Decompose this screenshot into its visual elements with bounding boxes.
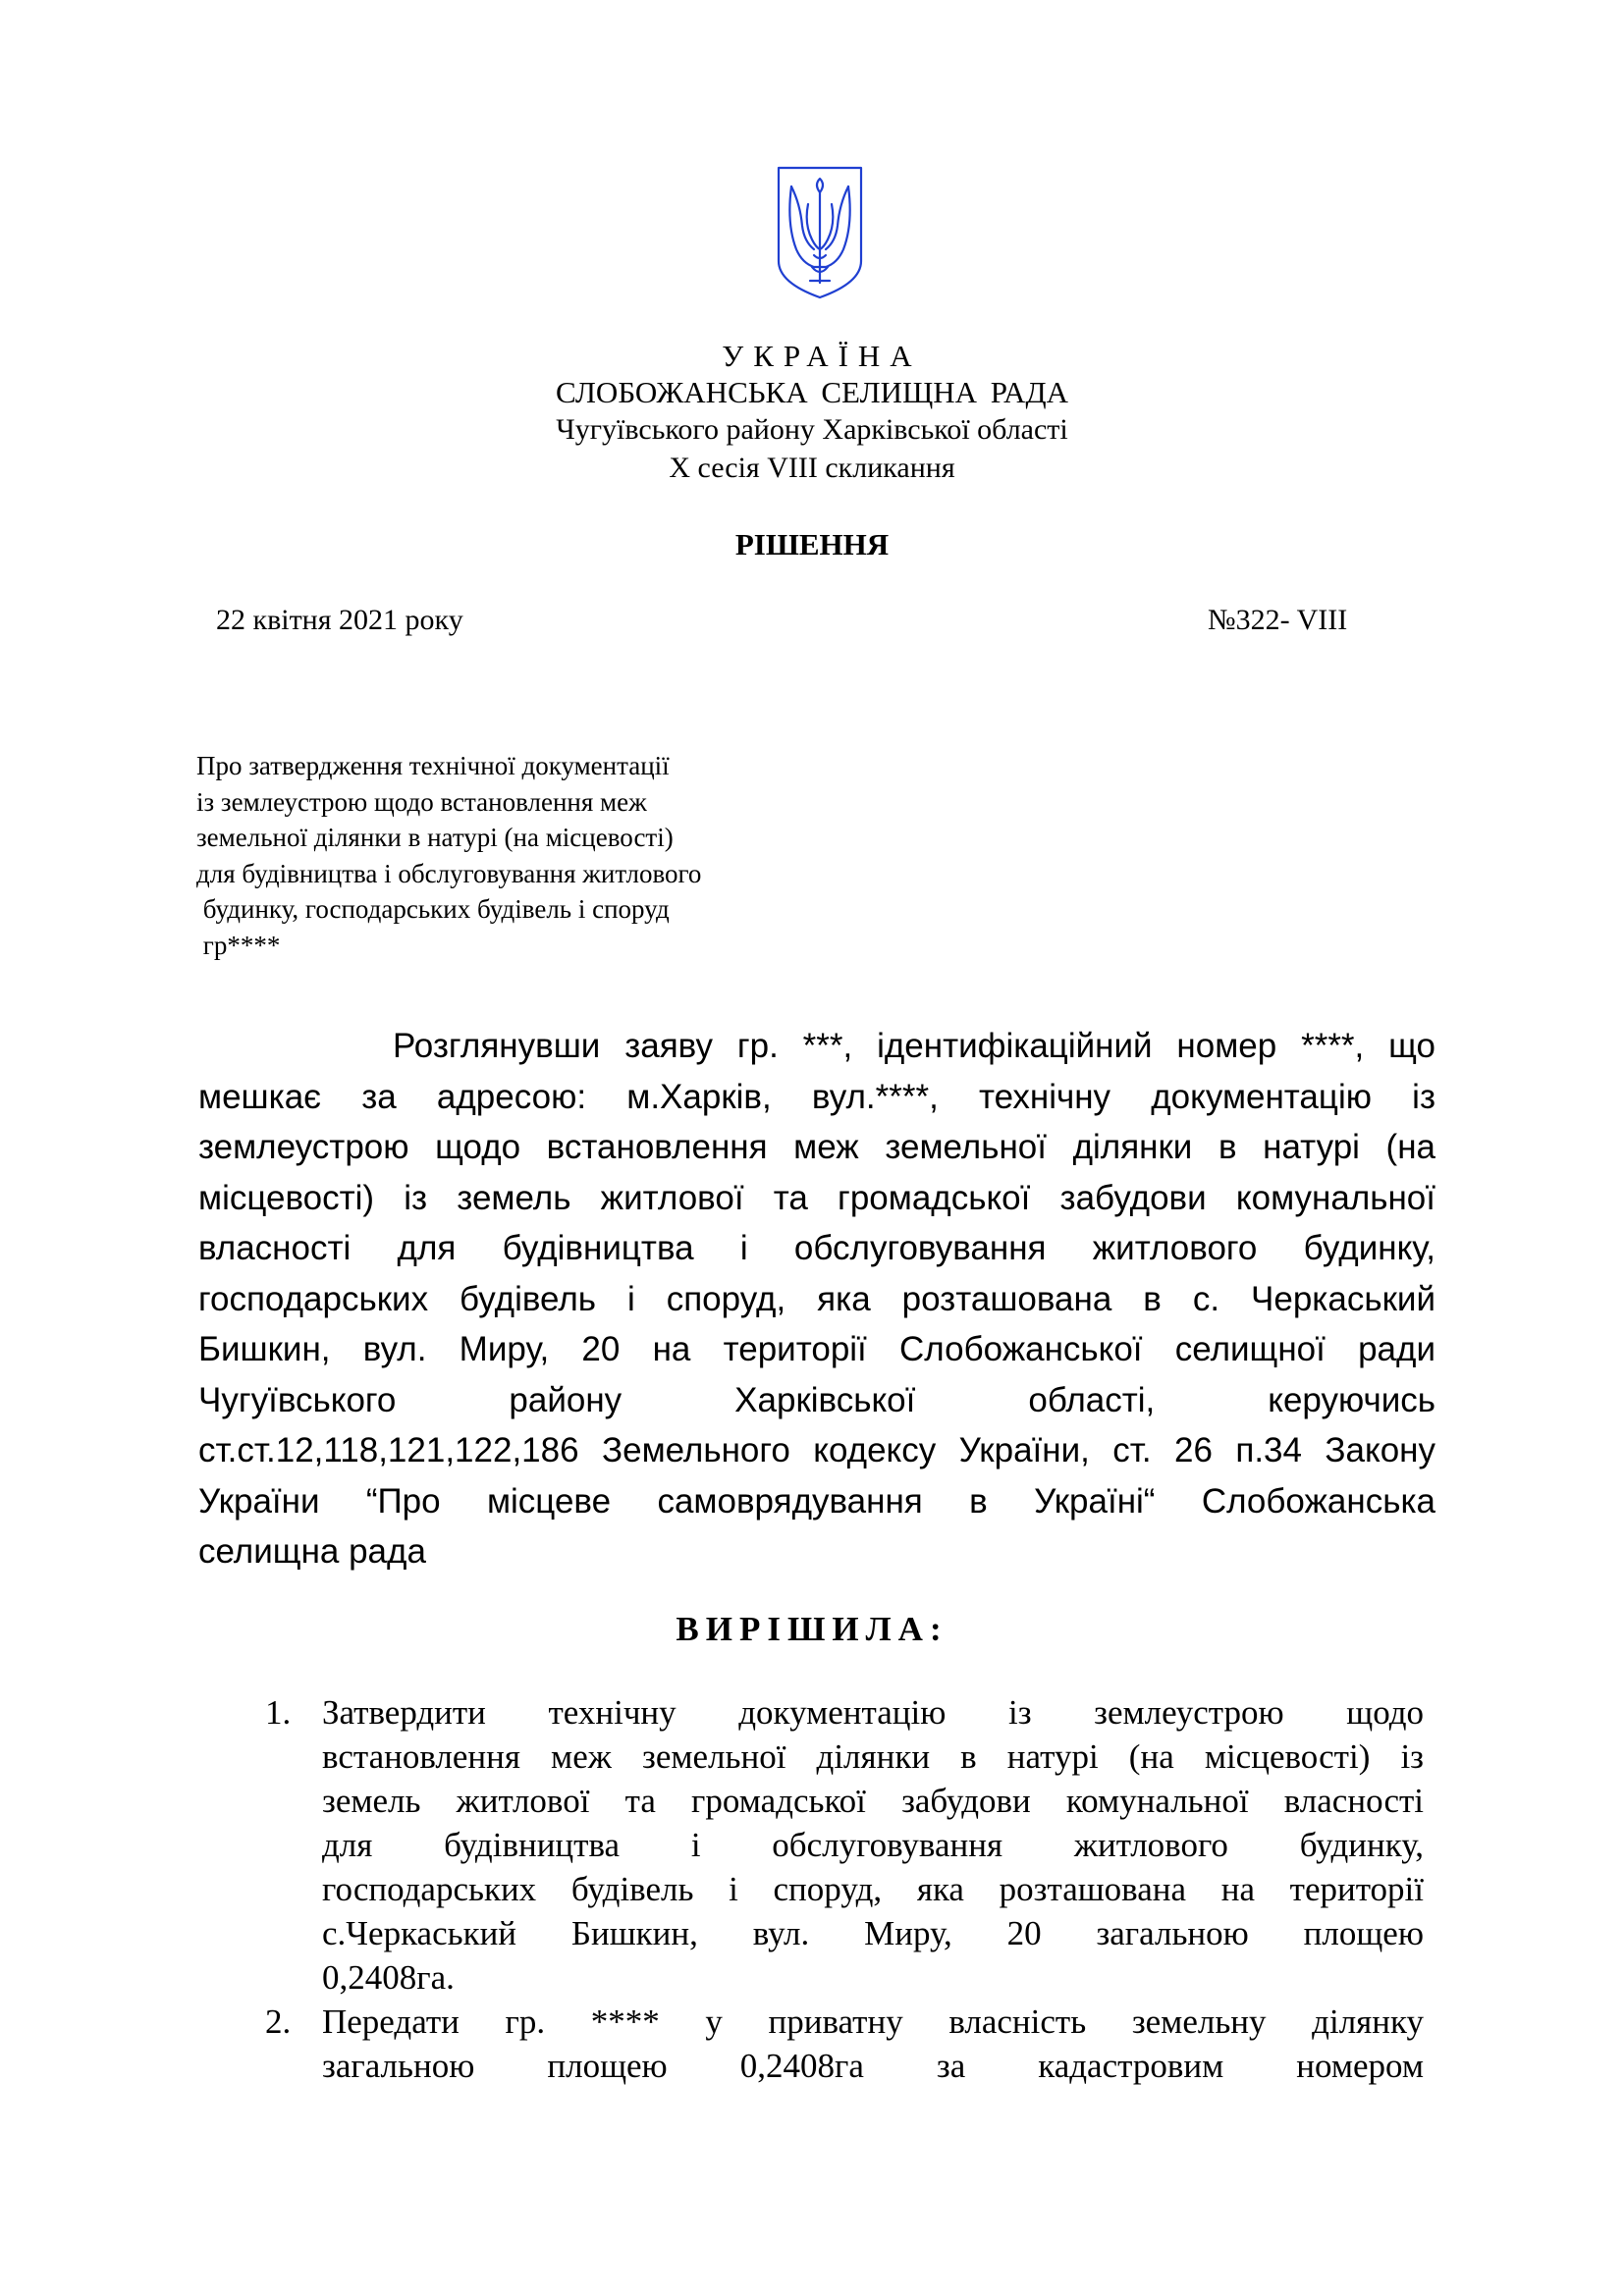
decision-date: 22 квітня 2021 року <box>216 604 463 636</box>
district-name: Чугуївського району Харківської області <box>556 413 1068 446</box>
item-line: земель житлової та громадської забудови комунальної власності <box>322 1782 1424 1820</box>
preamble-line: господарських будівель і споруд, яка розташована в с. Черкаський <box>198 1279 1435 1318</box>
preamble-line: власності для будівництва і обслуговування житлового будинку, <box>198 1229 1435 1267</box>
preamble-line: селищна рада <box>198 1532 426 1571</box>
subject-line: із землеустрою щодо встановлення меж <box>196 786 647 817</box>
preamble-line: ст.ст.12,118,121,122,186 Земельного кодексу України, ст. 26 п.34 Закону <box>198 1431 1435 1469</box>
preamble-line: землеустрою щодо встановлення меж земельної ділянки в натурі (на <box>198 1128 1435 1166</box>
preamble-line: Бишкин, вул. Миру, 20 на території Слобожанської селищної ради <box>198 1330 1435 1368</box>
council-name: СЛОБОЖАНСЬКА СЕЛИЩНА РАДА <box>556 375 1068 409</box>
country-name: УКРАЇНА <box>722 339 922 373</box>
decision-item-1 <box>265 1690 1424 2000</box>
trident-coat-of-arms-icon <box>775 165 865 300</box>
item-line: с.Черкаський Бишкин, вул. Миру, 20 загальною площею <box>322 1914 1424 1952</box>
decision-number: №322- VIII <box>1208 604 1348 636</box>
decision-list <box>265 1690 1424 2088</box>
item-number: 2. <box>265 2002 292 2041</box>
decision-item-2 <box>265 2000 1424 2088</box>
subject-line: будинку, господарських будівель і споруд <box>196 894 670 924</box>
subject-line: Про затвердження технічної документації <box>196 751 670 780</box>
subject-line: земельної ділянки в натурі (на місцевості) <box>196 823 674 852</box>
decision-heading: ВИРІШИЛА: <box>676 1610 948 1648</box>
item-line: для будівництва і обслуговування житлового будинку, <box>322 1826 1424 1864</box>
preamble-line: мешкає за адресою: м.Харків, вул.****, технічну документацію із <box>198 1077 1435 1116</box>
item-line: загальною площею 0,2408га за кадастровим номером <box>322 2047 1424 2085</box>
item-line: 0,2408га. <box>322 1958 455 1997</box>
session-name: X сесія VIII скликання <box>669 452 955 484</box>
item-line: господарських будівель і споруд, яка розташована на території <box>322 1870 1424 1908</box>
preamble-line: Чугуївського району Харківської області, керуючись <box>198 1380 1435 1419</box>
decision-subject <box>196 748 805 963</box>
subject-line: гр**** <box>196 930 281 960</box>
preamble-line: місцевості) із земель житлової та громадської забудови комунальної <box>198 1178 1435 1217</box>
preamble-line: України “Про місцеве самоврядування в Україні“ Слобожанська <box>198 1481 1435 1521</box>
preamble-paragraph <box>198 1021 1435 1577</box>
preamble-line: Розглянувши заяву гр. ***, ідентифікаційний номер ****, що <box>393 1027 1435 1065</box>
item-number: 1. <box>265 1693 292 1732</box>
item-line: Передати гр. **** у приватну власність земельну ділянку <box>322 2002 1424 2041</box>
document-type: РІШЕННЯ <box>734 527 890 561</box>
item-line: встановлення меж земельної ділянки в натурі (на місцевості) із <box>322 1737 1424 1776</box>
subject-line: для будівництва і обслуговування житлового <box>196 858 702 888</box>
item-line: Затвердити технічну документацію із землеустрою щодо <box>322 1693 1424 1732</box>
